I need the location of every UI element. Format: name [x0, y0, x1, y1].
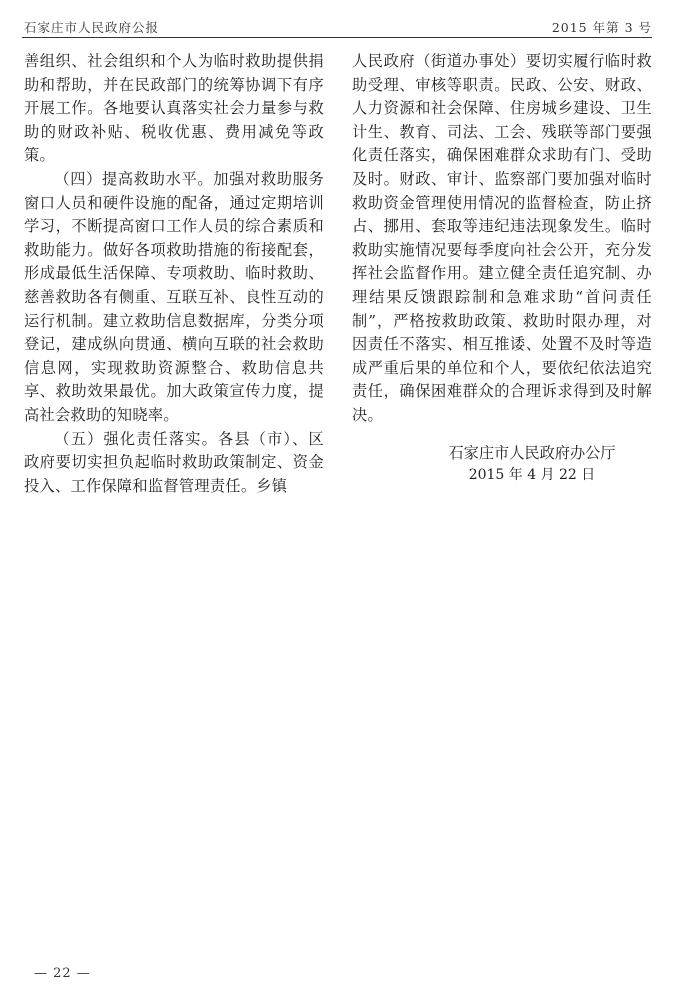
- paragraph-continuation: 善组织、社会组织和个人为临时救助提供捐助和帮助，并在民政部门的统筹协调下有序开展工作。各地要认真落实社会力量参与救助的财政补贴、税收优惠、费用减免等政策。: [24, 52, 324, 165]
- right-column: [352, 50, 652, 486]
- page-number: — 22 —: [34, 966, 91, 981]
- paragraph-section-4: [24, 168, 324, 428]
- section-5-heading: （五）强化责任落实。: [54, 429, 218, 448]
- issue-number: 2015 年第 3 号: [551, 20, 652, 35]
- signature-block: [352, 442, 652, 486]
- section-4-heading: （四）提高救助水平。: [54, 169, 214, 188]
- signature-org: 石家庄市人民政府办公厅: [448, 443, 616, 462]
- header-divider: [22, 37, 652, 38]
- page-header: [24, 18, 652, 36]
- signature-date: 2015 年 4 月 22 日: [468, 466, 596, 483]
- paragraph-section-5: [24, 428, 324, 499]
- section-4-body: 加强对救助服务窗口人员和硬件设施的配备，通过定期培训学习，不断提高窗口工作人员的综合素质和救助能力。做好各项救助措施的衔接配套，形成最低生活保障、专项救助、临时救助、慈善救助各有侧重、互联互补、良性互动的运行机制。建立救助信息数据库，分类分项登记，建成纵向贯通、横向互联的社会救助信息网，实现救助资源整合、救助信息共享、救助效果最优。加大政策宣传力度，提高社会救助的知晓率。: [24, 169, 324, 424]
- publication-title: 石家庄市人民政府公报: [24, 20, 160, 35]
- left-column: [24, 50, 324, 498]
- section-5-body: 各县（市）、区政府要切实担负起临时救助政策制定、资金投入、工作保障和监督管理责任。乡镇: [24, 429, 325, 495]
- paragraph-section-5-continued: 人民政府（街道办事处）要切实履行临时救助受理、审核等职责。民政、公安、财政、人力资源和社会保障、住房城乡建设、卫生计生、教育、司法、工会、残联等部门要强化责任落实，确保困难群众求助有门、受助及时。财政、审计、监察部门要加强对临时救助资金管理使用情况的监督检查，防止挤占、挪用、套取等违纪违法现象发生。临时救助实施情况要每季度向社会公开，充分发挥社会监督作用。建立健全责任追究制、办理结果反馈跟踪制和急难求助“首问责任制”，严格按救助政策、救助时限办理，对因责任不落实、相互推诿、处置不及时等造成严重后果的单位和个人，要依纪依法追究责任，确保困难群众的合理诉求得到及时解决。: [352, 52, 652, 424]
